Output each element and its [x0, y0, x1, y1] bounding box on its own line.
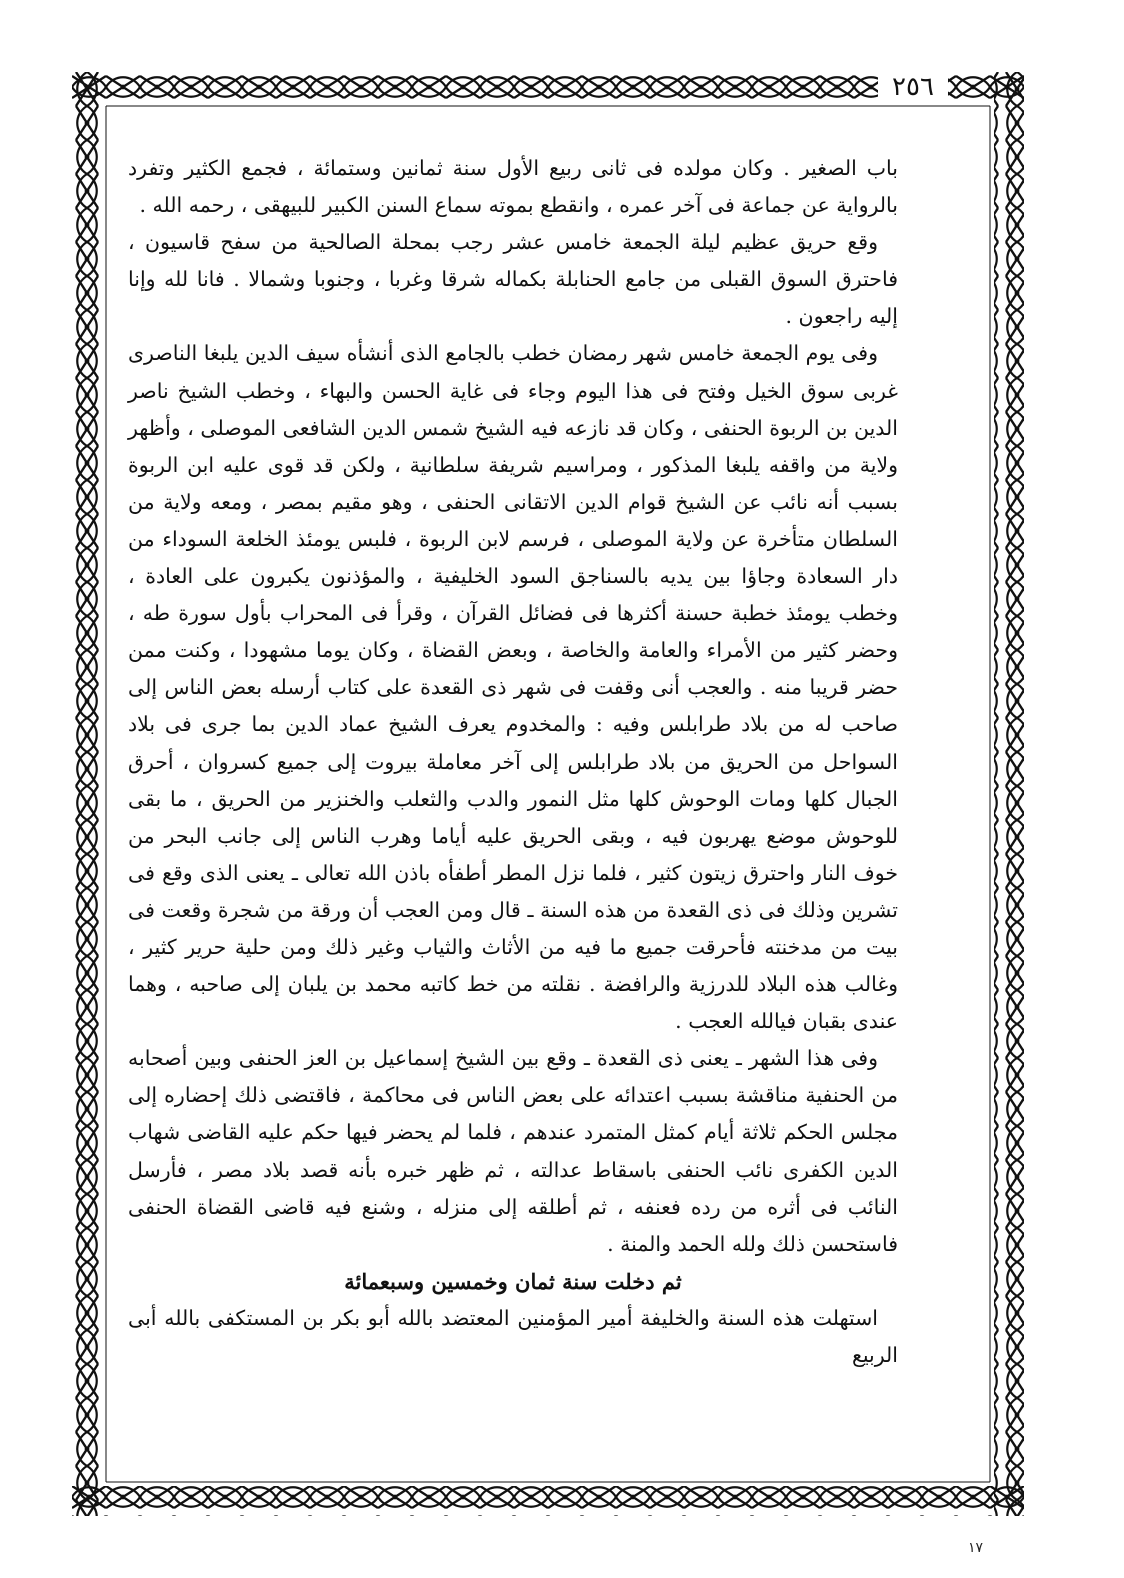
paragraph-3: وفى يوم الجمعة خامس شهر رمضان خطب بالجامع الذى أنشأه سيف الدين يلبغا الناصرى غربى سوق الخيل وفتح فى هذا اليوم وجاء فى غاية الحسن والبهاء ، وخطب الشيخ ناصر الدين بن الربوة الحنفى ، وكان قد نازعه فيه الشيخ شمس الدين الشافعى الموصلى ، وأظهر ولاية من واقفه يلبغا المذكور ، ومراسيم شريفة سلطانية ، ولكن قد قوى عليه ابن الربوة بسبب أنه نائب عن الشيخ قوام الدين الاتقانى الحنفى ، وهو مقيم بمصر ، ومعه ولاية من السلطان متأخرة عن ولاية الموصلى ، فرسم لابن الربوة ، فلبس يومئذ الخلعة السوداء من دار السعادة وجاؤا بين يديه بالسناجق السود الخليفية ، والمؤذنون يكبرون على العادة ، وخطب يومئذ خطبة حسنة أكثرها فى فضائل القرآن ، وقرأ فى المحراب بأول سورة طه ، وحضر كثير من الأمراء والعامة والخاصة ، وبعض القضاة ، وكان يوما مشهودا ، وكنت ممن حضر قريبا منه . والعجب أنى وقفت فى شهر ذى القعدة على كتاب أرسله بعض الناس إلى صاحب له من بلاد طرابلس وفيه : والمخدوم يعرف الشيخ عماد الدين بما جرى فى بلاد السواحل من الحريق من بلاد طرابلس إلى آخر معاملة بيروت إلى جميع كسروان ، أحرق الجبال كلها ومات الوحوش كلها مثل النمور والدب والثعلب والخنزير من الحريق ، ما بقى للوحوش موضع يهربون فيه ، وبقى الحريق عليه أياما وهرب الناس إلى جانب البحر من خوف النار واحترق زيتون كثير ، فلما نزل المطر أطفأه باذن الله تعالى ـ يعنى الذى وقع فى تشرين وذلك فى ذى القعدة من هذه السنة ـ قال ومن العجب أن ورقة من شجرة وقعت فى بيت من مدخنته فأحرقت جميع ما فيه من الأثاث والثياب وغير ذلك ومن حلية حرير كثير ، وغالب هذه البلاد للدرزية والرافضة . نقلته من خط كاتبه محمد بن يلبان إلى صاحبه ، وهما عندى بقبان فيالله العجب .: [128, 341, 899, 1034]
paragraph-4: وفى هذا الشهر ـ يعنى ذى القعدة ـ وقع بين الشيخ إسماعيل بن العز الحنفى وبين أصحابه من الحنفية مناقشة بسبب اعتدائه على بعض الناس فى محاكمة ، فاقتضى ذلك إحضاره إلى مجلس الحكم ثلاثة أيام كمثل المتمرد عندهم ، فلما لم يحضر فيها حكم عليه القاضى شهاب الدين الكفرى نائب الحنفى باسقاط عدالته ، ثم ظهر خبره بأنه قصد بلاد مصر ، فأرسل النائب فى أثره من رده فعنفه ، ثم أطلقه إلى منزله ، وشنع فيه قاضى القضاة الحنفى فاستحسن ذلك ولله الحمد والمنة .: [128, 1046, 898, 1256]
page-body: [128, 150, 898, 1450]
section-heading: ثم دخلت سنة ثمان وخمسين وسبعمائة: [344, 1268, 682, 1294]
page-number: ٢٥٦: [878, 70, 948, 104]
paragraph-2: وقع حريق عظيم ليلة الجمعة خامس عشر رجب بمحلة الصالحية من سفح قاسيون ، فاحترق السوق القبلى من جامع الحنابلة بكماله شرقا وغربا ، وجنوبا وشمالا . فانا لله وإنا إليه راجعون .: [128, 230, 898, 329]
folio-mark: ١٧: [968, 1540, 984, 1556]
paragraph-1: باب الصغير . وكان مولده فى ثانى ربيع الأول سنة ثمانين وستمائة ، فجمع الكثير وتفرد بالرواية عن جماعة فى آخر عمره ، وانقطع بموته سماع السنن الكبير للبيهقى ، رحمه الله .: [128, 156, 898, 218]
closing-paragraph: استهلت هذه السنة والخليفة أمير المؤمنين المعتضد بالله أبو بكر بن المستكفى بالله أبى الربيع: [128, 1305, 898, 1367]
